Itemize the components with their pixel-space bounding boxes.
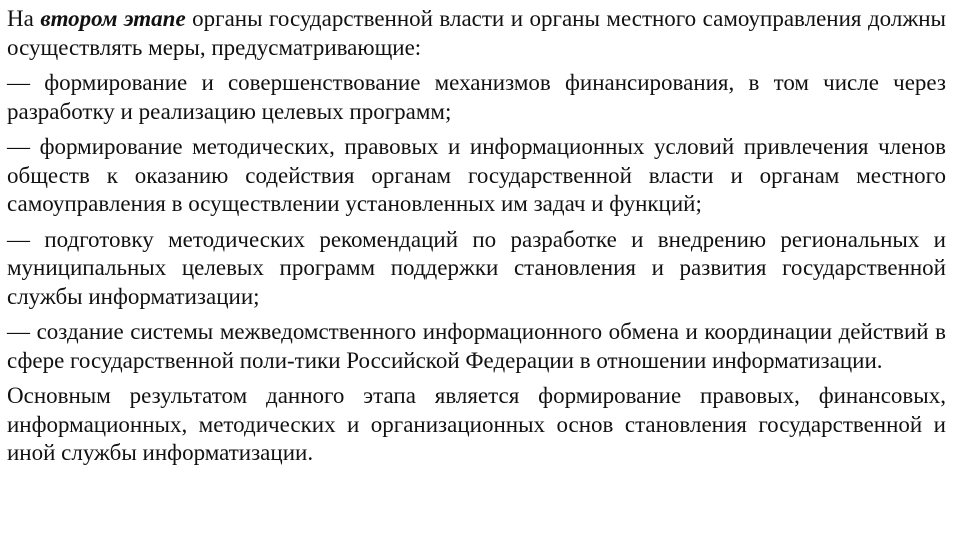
list-item-financing: — формирование и совершенствование механизмов финансирования, в том числе через разработку и реализацию целевых программ; [7, 70, 946, 124]
intro-text: органы государственной власти и органы местного самоуправления должны осуществлять меры, предусматривающие: [7, 6, 946, 60]
paragraph-intro [7, 5, 946, 62]
list-item-conditions: — формирование методических, правовых и информационных условий привлечения членов обществ к оказанию содействия органам государственной власти и органам местного самоуправления в осуществлении установленных им задач и функций; [7, 134, 946, 216]
list-item-recommendations: — подготовку методических рекомендаций по разработке и внедрению региональных и муниципальных целевых программ поддержки становления и развития государственной службы информатизации; [7, 226, 946, 309]
paragraph-conclusion: Основным результатом данного этапа является формирование правовых, финансовых, информационных, методических и организационных основ становления государственной и иной службы информатизации. [7, 383, 946, 465]
intro-emphasis: втором этапе [40, 6, 186, 31]
intro-lead: На [7, 6, 41, 31]
list-item-exchange-system: — создание системы межведомственного информационного обмена и координации действий в сфере государственной поли-тики Российской Федерации в отношении информатизации. [7, 319, 946, 373]
